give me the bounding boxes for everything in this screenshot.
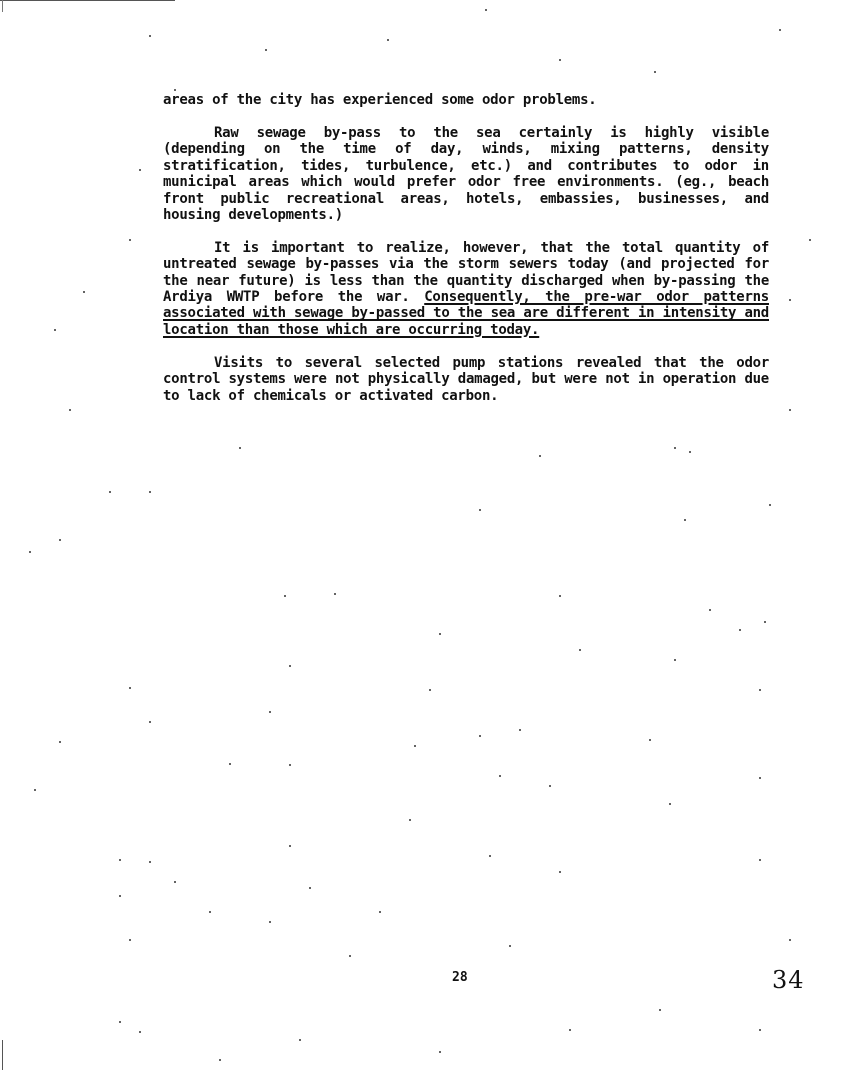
paragraph-untreated-sewage-quantity [163,240,769,338]
sheet-number: 34 [772,966,805,994]
underlined-conclusion: Consequently, the pre-war odor patterns associated with sewage by-passed to the sea are different in intensity and location than those which are occurring today. [163,289,769,338]
page-number: 28 [452,970,468,985]
paragraph-raw-sewage-bypass: Raw sewage by-pass to the sea certainly is highly visible (depending on the time of day, winds, mixing patterns, density stratification, tides, turbulence, etc.) and contributes to odor in municipal areas which would prefer odor free environments. (eg., beach front public recreational areas, hotels, embassies, businesses, and housing developments.) [163,124,769,223]
body-text [163,92,769,421]
paragraph-pump-station-visits: Visits to several selected pump stations revealed that the odor control systems were not physically damaged, but were not in operation due to lack of chemicals or activated carbon. [163,354,769,404]
paragraph-text-plain: It is important to realize, however, that the total quantity of untreated sewage by-passes via the storm sewers today (and projected for the near future) is less than the quantity discharged when by-passing the Ardiya WWTP before the war. [163,239,769,306]
paragraph-odor-problems: areas of the city has experienced some odor problems. [163,92,597,108]
